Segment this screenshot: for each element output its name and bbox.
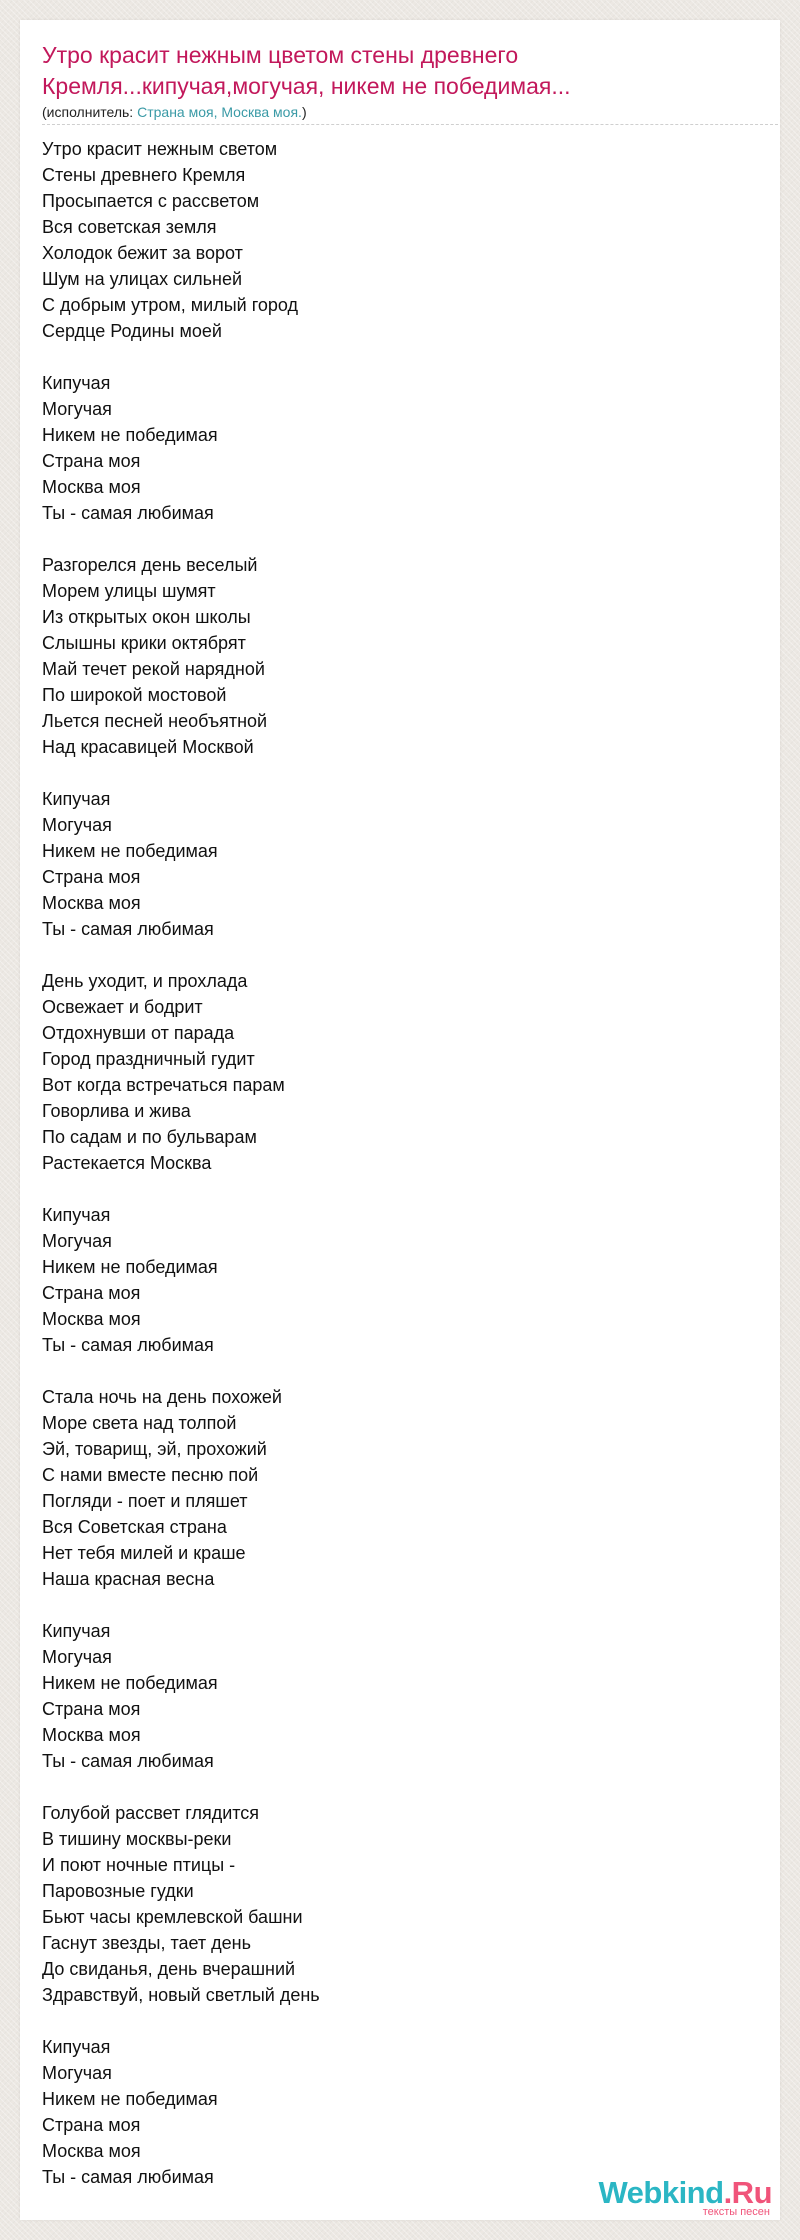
lyric-line: Москва моя xyxy=(42,477,141,497)
lyric-line: Никем не победимая xyxy=(42,841,218,861)
lyric-line: Ты - самая любимая xyxy=(42,1751,214,1771)
lyrics-stanza xyxy=(42,1618,742,1774)
lyric-line: Могучая xyxy=(42,2063,112,2083)
lyric-line: Разгорелся день веселый xyxy=(42,555,258,575)
lyric-line: Нет тебя милей и краше xyxy=(42,1543,246,1563)
lyric-line: Кипучая xyxy=(42,373,111,393)
logo-tagline: тексты песен xyxy=(702,2206,770,2218)
lyric-line: Ты - самая любимая xyxy=(42,503,214,523)
logo-wordmark xyxy=(598,2175,772,2210)
lyrics-stanza xyxy=(42,2034,742,2190)
lyric-line: Москва моя xyxy=(42,893,141,913)
lyric-line: Эй, товарищ, эй, прохожий xyxy=(42,1439,267,1459)
lyrics-stanza xyxy=(42,786,742,942)
lyric-line: Кипучая xyxy=(42,2037,111,2057)
lyric-line: Москва моя xyxy=(42,1309,141,1329)
lyric-line: Вот когда встречаться парам xyxy=(42,1075,285,1095)
lyric-line: Из открытых окон школы xyxy=(42,607,251,627)
lyric-line: Море света над толпой xyxy=(42,1413,237,1433)
lyric-line: Над красавицей Москвой xyxy=(42,737,254,757)
lyric-line: Вся советская земля xyxy=(42,217,217,237)
artist-suffix: ) xyxy=(301,104,307,120)
logo-main-text: Webkind xyxy=(598,2175,724,2210)
lyric-line: Никем не победимая xyxy=(42,425,218,445)
lyric-line: Ты - самая любимая xyxy=(42,919,214,939)
lyric-line: Вся Советская страна xyxy=(42,1517,227,1537)
lyrics-body xyxy=(42,136,742,2190)
lyrics-stanza xyxy=(42,1202,742,1358)
lyric-line: Ты - самая любимая xyxy=(42,2167,214,2187)
artist-line xyxy=(42,103,307,121)
lyrics-stanza xyxy=(42,968,742,1176)
lyric-line: Морем улицы шумят xyxy=(42,581,216,601)
lyric-line: Наша красная весна xyxy=(42,1569,215,1589)
lyrics-stanza xyxy=(42,1384,742,1592)
lyric-line: Страна моя xyxy=(42,451,141,471)
logo-suffix: .Ru xyxy=(723,2175,772,2210)
lyric-line: Льется песней необъятной xyxy=(42,711,268,731)
lyric-line: В тишину москвы-реки xyxy=(42,1829,232,1849)
lyric-line: Никем не победимая xyxy=(42,2089,218,2109)
lyric-line: Москва моя xyxy=(42,1725,141,1745)
lyric-line: Гаснут звезды, тает день xyxy=(42,1933,252,1953)
lyric-line: Слышны крики октябрят xyxy=(42,633,246,653)
artist-link[interactable]: Страна моя, Москва моя. xyxy=(137,104,302,120)
lyric-line: Освежает и бодрит xyxy=(42,997,203,1017)
lyric-line: Утро красит нежным светом xyxy=(42,139,278,159)
lyric-line: Могучая xyxy=(42,1647,112,1667)
lyric-line: До свиданья, день вчерашний xyxy=(42,1959,296,1979)
lyric-line: Страна моя xyxy=(42,1283,141,1303)
lyric-line: Отдохнувши от парада xyxy=(42,1023,235,1043)
lyric-line: Холодок бежит за ворот xyxy=(42,243,243,263)
lyric-line: По широкой мостовой xyxy=(42,685,227,705)
lyric-line: Кипучая xyxy=(42,1205,111,1225)
title-divider xyxy=(42,124,778,125)
lyric-line: Погляди - поет и пляшет xyxy=(42,1491,248,1511)
lyric-line: Стала ночь на день похожей xyxy=(42,1387,282,1407)
lyric-line: По садам и по бульварам xyxy=(42,1127,257,1147)
lyric-line: Здравствуй, новый светлый день xyxy=(42,1985,320,2005)
artist-prefix: (исполнитель: xyxy=(42,104,138,120)
lyric-line: Говорлива и жива xyxy=(42,1101,191,1121)
lyric-line: Страна моя xyxy=(42,867,141,887)
lyric-line: Май течет рекой нарядной xyxy=(42,659,265,679)
lyric-line: Шум на улицах сильней xyxy=(42,269,243,289)
lyric-line: И поют ночные птицы - xyxy=(42,1855,236,1875)
lyrics-stanza xyxy=(42,370,742,526)
lyric-line: Бьют часы кремлевской башни xyxy=(42,1907,303,1927)
lyric-line: Город праздничный гудит xyxy=(42,1049,255,1069)
lyric-line: Голубой рассвет глядится xyxy=(42,1803,260,1823)
lyric-line: Страна моя xyxy=(42,2115,141,2135)
lyric-line: Могучая xyxy=(42,1231,112,1251)
lyrics-stanza xyxy=(42,1800,742,2008)
lyric-line: Просыпается с рассветом xyxy=(42,191,260,211)
lyrics-stanza xyxy=(42,552,742,760)
song-title: Утро красит нежным цветом стены древнего Кремля...кипучая,могучая, никем не победимая... xyxy=(42,42,571,99)
lyrics-stanza xyxy=(42,136,742,344)
lyrics-card xyxy=(20,20,780,2220)
webkind-logo[interactable] xyxy=(598,2177,772,2218)
lyric-line: С добрым утром, милый город xyxy=(42,295,299,315)
lyric-line: Кипучая xyxy=(42,1621,111,1641)
lyric-line: Москва моя xyxy=(42,2141,141,2161)
lyric-line: Никем не победимая xyxy=(42,1673,218,1693)
lyric-line: Стены древнего Кремля xyxy=(42,165,246,185)
lyric-line: Ты - самая любимая xyxy=(42,1335,214,1355)
lyric-line: Сердце Родины моей xyxy=(42,321,222,341)
lyric-line: Могучая xyxy=(42,399,112,419)
lyric-line: Паровозные гудки xyxy=(42,1881,194,1901)
lyric-line: Могучая xyxy=(42,815,112,835)
lyric-line: Кипучая xyxy=(42,789,111,809)
lyric-line: С нами вместе песню пой xyxy=(42,1465,259,1485)
lyric-line: Никем не победимая xyxy=(42,1257,218,1277)
lyric-line: Растекается Москва xyxy=(42,1153,212,1173)
lyric-line: День уходит, и прохлада xyxy=(42,971,248,991)
lyric-line: Страна моя xyxy=(42,1699,141,1719)
